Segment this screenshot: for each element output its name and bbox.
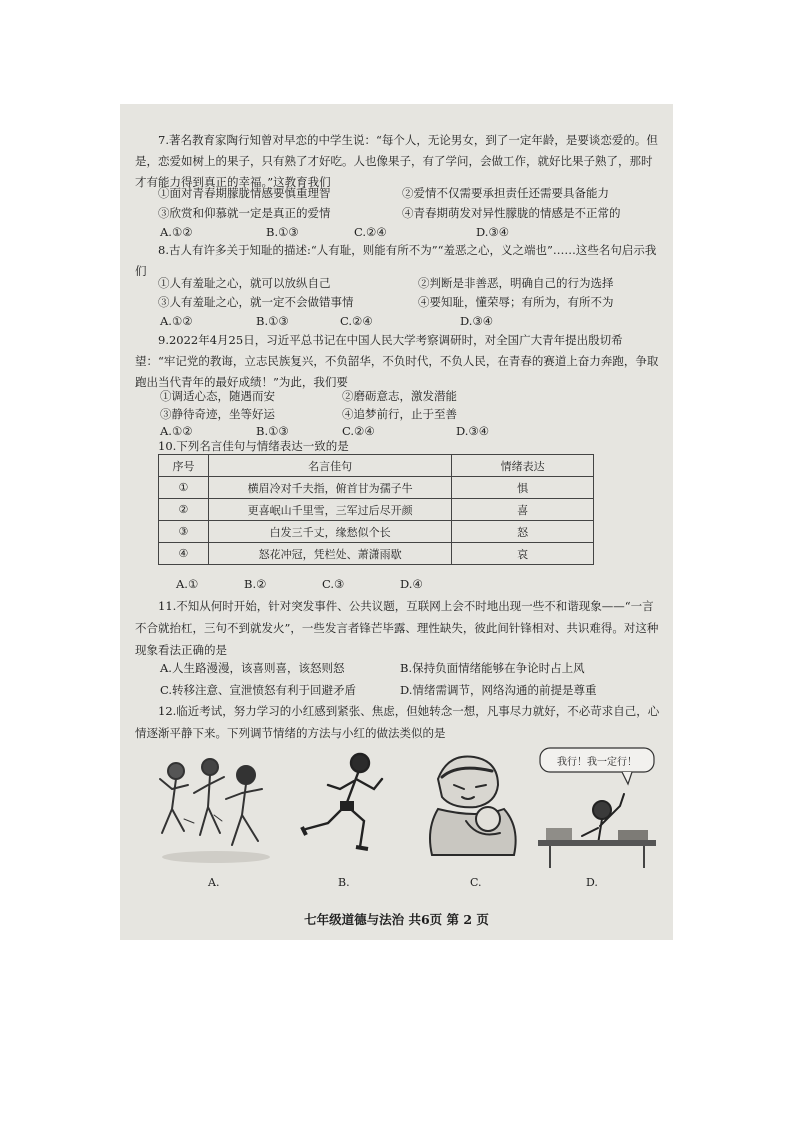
q7-option-4: ④青春期萌发对异性朦胧的情感是不正常的 <box>402 206 621 220</box>
q8-stem: 8.古人有许多关于知耻的描述:“人有耻，则能有所不为”“羞恶之心，义之端也”……这些名句启示我们 <box>135 243 657 278</box>
table-header-row <box>159 455 594 477</box>
page-footer: 七年级道德与法治 共6页 第 2 页 <box>304 912 489 927</box>
header-emotion: 情绪表达 <box>452 455 594 477</box>
row-number: ① <box>159 477 209 499</box>
q10-stem: 10.下列名言佳句与情绪表达一致的是 <box>158 439 349 453</box>
q8-choice-b: B.①③ <box>256 314 289 328</box>
q11-option-a: A.人生路漫漫，该喜则喜，该怒则怒 <box>160 661 345 675</box>
q8-option-1: ①人有羞耻之心，就可以放纵自己 <box>158 276 331 290</box>
q7-option-3: ③欣赏和仰慕就一定是真正的爱情 <box>158 206 331 220</box>
q7-option-2: ②爱情不仅需要承担责任还需要具备能力 <box>402 186 609 200</box>
q9-option-1: ①调适心态，随遇而安 <box>160 389 275 403</box>
q7-choice-d: D.③④ <box>476 225 510 239</box>
row-quote: 横眉冷对千夫指，俯首甘为孺子牛 <box>208 477 451 499</box>
q9-option-4: ④追梦前行，止于至善 <box>342 407 457 421</box>
row-quote: 更喜岷山千里雪，三军过后尽开颜 <box>208 499 451 521</box>
q9-option-3: ③静待奇迹，坐等好运 <box>160 407 275 421</box>
picture-c-crying <box>418 749 526 861</box>
row-number: ② <box>159 499 209 521</box>
exam-page <box>120 104 673 940</box>
q9-choice-d: D.③④ <box>456 424 490 438</box>
q7-choice-c: C.②④ <box>354 225 387 239</box>
q12-stem: 12.临近考试，努力学习的小红感到紧张、焦虑，但她转念一想，凡事尽力就好，不必苛求自己，心情逐渐平静下来。下列调节情绪的方法与小红的做法类似的是 <box>135 704 660 740</box>
picture-c-label: C. <box>470 876 482 889</box>
q10-choice-d: D.④ <box>400 577 423 591</box>
picture-d-self-encouragement <box>536 744 658 870</box>
row-emotion: 惧 <box>452 477 594 499</box>
q11-option-d: D.情绪需调节，网络沟通的前提是尊重 <box>400 683 597 697</box>
picture-b-label: B. <box>338 876 350 889</box>
q11-stem: 11.不知从何时开始，针对突发事件、公共议题，互联网上会不时地出现一些不和谐现象——“一言不合就抬杠，三句不到就发火”，一些发言者锋芒毕露、理性缺失，彼此间针锋相对、共识难得。对这种现象看法正确的是 <box>135 599 659 657</box>
q9-stem: 9.2022年4月25日，习近平总书记在中国人民大学考察调研时，对全国广大青年提出殷切希望：“牢记党的教诲，立志民族复兴，不负韶华，不负时代，不负人民，在青春的赛道上奋力奔跑，争取跑出当代青年的最好成绩！”为此，我们要 <box>135 333 659 389</box>
q7-choice-b: B.①③ <box>266 225 299 239</box>
q10-choice-c: C.③ <box>322 577 345 591</box>
q9-choice-b: B.①③ <box>256 424 289 438</box>
row-emotion: 哀 <box>452 543 594 565</box>
q8-choice-a: A.①② <box>160 314 193 328</box>
row-quote: 怒花冲冠，凭栏处、萧潇雨歇 <box>208 543 451 565</box>
q9-choice-c: C.②④ <box>342 424 375 438</box>
table-row <box>159 499 594 521</box>
q7-choice-a: A.①② <box>160 225 193 239</box>
q7-option-1: ①面对青春期朦胧情感要慎重理智 <box>158 186 331 200</box>
q11-option-c: C.转移注意、宣泄愤怒有利于回避矛盾 <box>160 683 357 697</box>
q8-choice-c: C.②④ <box>340 314 373 328</box>
table-row <box>159 521 594 543</box>
q10-choice-b: B.② <box>244 577 267 591</box>
picture-a-label: A. <box>208 876 220 889</box>
header-number: 序号 <box>159 455 209 477</box>
q9-option-2: ②磨砺意志，激发潜能 <box>342 389 457 403</box>
row-quote: 白发三千丈，缘愁似个长 <box>208 521 451 543</box>
q8-option-3: ③人有羞耻之心，就一定不会做错事情 <box>158 295 354 309</box>
q11-option-b: B.保持负面情绪能够在争论时占上风 <box>400 661 585 675</box>
speech-bubble-text: 我行！我一定行！ <box>557 757 637 768</box>
q8-option-2: ②判断是非善恶，明确自己的行为选择 <box>418 276 614 290</box>
q10-choice-a: A.① <box>176 577 199 591</box>
header-quote: 名言佳句 <box>208 455 451 477</box>
picture-b-running <box>298 749 390 861</box>
quote-emotion-table <box>158 454 594 565</box>
q8-option-4: ④要知耻，懂荣辱；有所为，有所不为 <box>418 295 614 309</box>
table-row <box>159 477 594 499</box>
picture-a-exercise <box>154 749 278 869</box>
row-number: ③ <box>159 521 209 543</box>
q9-choice-a: A.①② <box>160 424 193 438</box>
row-emotion: 怒 <box>452 521 594 543</box>
row-emotion: 喜 <box>452 499 594 521</box>
row-number: ④ <box>159 543 209 565</box>
q7-stem: 7.著名教育家陶行知曾对早恋的中学生说：“每个人，无论男女，到了一定年龄，是要谈恋爱的。但是，恋爱如树上的果子，只有熟了才好吃。人也像果子，有了学问，会做工作，就好比果子熟了，那时才有能力得到真正的幸福。”这教育我们 <box>135 133 658 189</box>
table-row <box>159 543 594 565</box>
picture-d-label: D. <box>586 876 598 889</box>
q8-choice-d: D.③④ <box>460 314 494 328</box>
